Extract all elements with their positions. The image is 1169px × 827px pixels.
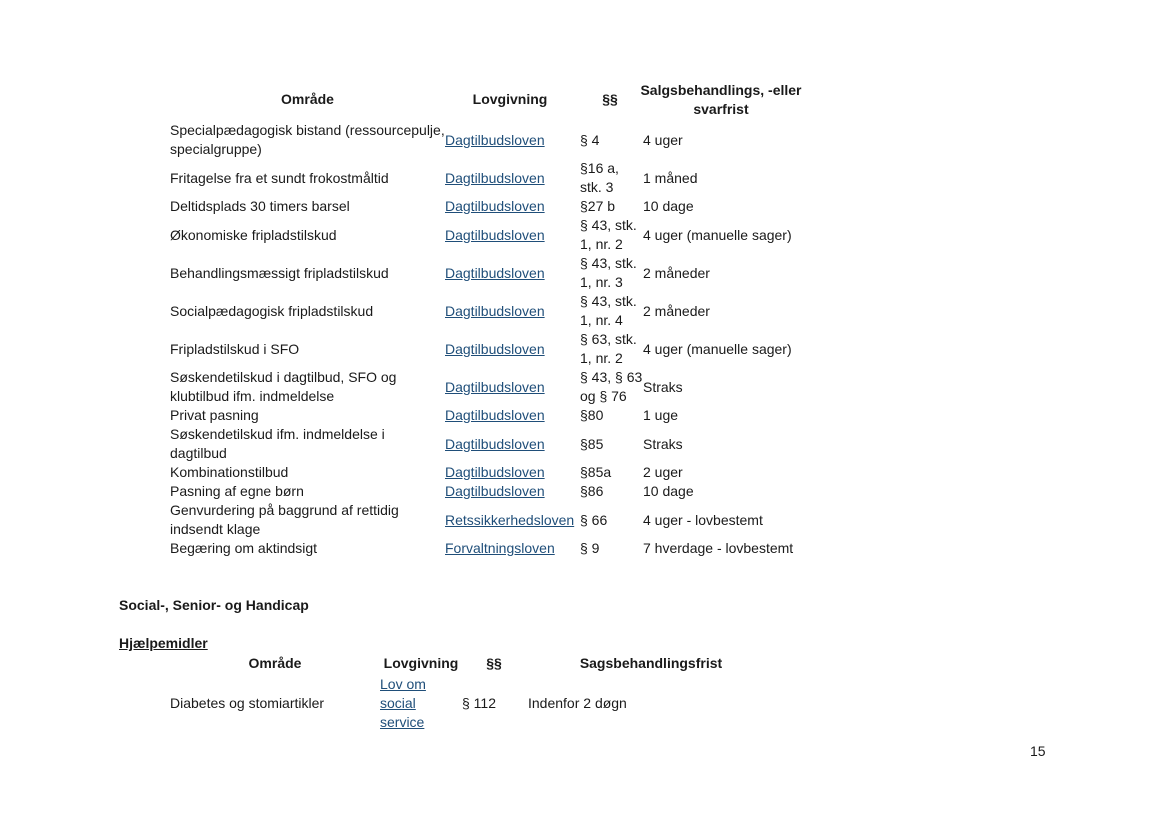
cell-lovgivning [445,425,580,463]
table-row [170,330,813,368]
table1 [170,121,813,558]
cell-omraade: Fripladstilskud i SFO [170,340,300,357]
law-link[interactable]: Dagtilbudsloven [445,407,545,423]
table-row [170,254,813,292]
cell-paragraf: §80 [580,407,604,423]
cell-omraade: Økonomiske fripladstilskud [170,226,337,243]
law-link[interactable]: Dagtilbudsloven [445,464,545,480]
subsection-title: Hjælpemidler [119,635,208,651]
cell-omraade: Søskendetilskud i dagtilbud, SFO og klubtilbud ifm. indmeldelse [170,369,397,404]
table2-header-omraade: Område [248,655,302,671]
cell-frist: Straks [643,435,683,452]
table1-body [170,121,813,558]
cell-frist: 2 måneder [643,302,710,319]
cell-paragraf: § 43, § 63 og § 76 [580,369,643,404]
cell-omraade: Diabetes og stomiartikler [170,695,325,711]
cell-omraade: Behandlingsmæssigt fripladstilskud [170,264,389,281]
cell-lovgivning [445,501,580,539]
table1-header-frist: Salgsbehandlings, -eller svarfrist [640,82,802,117]
table-row [170,482,813,501]
cell-omraade: Deltidsplads 30 timers barsel [170,198,350,214]
table2-header-frist: Sagsbehandlingsfrist [579,655,723,671]
cell-frist: 4 uger (manuelle sager) [643,340,792,357]
cell-frist: Straks [643,378,683,395]
cell-paragraf: § 9 [580,540,600,556]
cell-frist: 2 måneder [643,264,710,281]
table-row [170,539,813,558]
table-row [170,501,813,539]
cell-lovgivning [445,159,580,197]
cell-lovgivning [445,482,580,501]
table-row [170,463,813,482]
law-link[interactable]: Dagtilbudsloven [445,264,545,281]
cell-lovgivning [445,216,580,254]
table-row [170,368,813,406]
table1-header-paragraf: §§ [602,91,618,107]
cell-omraade: Genvurdering på baggrund af rettidig indsendt klage [170,502,399,537]
cell-frist: 1 uge [643,407,679,423]
cell-paragraf: §85a [580,464,612,480]
law-link[interactable]: Dagtilbudsloven [445,435,545,452]
cell-paragraf: § 43, stk. 1, nr. 2 [580,217,637,252]
law-link[interactable]: Dagtilbudsloven [445,131,545,148]
cell-paragraf: § 43, stk. 1, nr. 4 [580,293,637,328]
table-row [170,675,778,732]
cell-frist: 4 uger (manuelle sager) [643,226,792,243]
law-link[interactable]: Retssikkerhedsloven [445,511,575,528]
table-row [170,159,813,197]
table-row [170,216,813,254]
table-row [170,425,813,463]
cell-omraade: Pasning af egne børn [170,483,304,499]
law-link[interactable]: Dagtilbudsloven [445,340,545,357]
table1-header-omraade: Område [281,91,334,107]
table2-header-paragraf: §§ [486,655,502,671]
cell-frist: Indenfor 2 døgn [528,695,627,711]
cell-paragraf: § 66 [580,511,608,528]
table-row [170,406,813,425]
cell-lovgivning [445,254,580,292]
law-link[interactable]: Dagtilbudsloven [445,198,545,214]
law-link[interactable]: Dagtilbudsloven [445,302,545,319]
cell-omraade: Specialpædagogisk bistand (ressourcepulje, specialgruppe) [170,122,445,157]
cell-lovgivning [445,197,580,216]
table2-body [170,675,778,732]
cell-paragraf: §86 [580,483,604,499]
cell-paragraf: § 112 [462,695,496,711]
cell-lovgivning [445,463,580,482]
cell-frist: 4 uger [643,131,683,148]
cell-paragraf: § 4 [580,131,600,148]
cell-omraade: Privat pasning [170,407,259,423]
cell-frist: 2 uger [643,464,683,480]
cell-lovgivning [445,406,580,425]
cell-omraade: Fritagelse fra et sundt frokostmåltid [170,169,389,186]
cell-omraade: Kombinationstilbud [170,464,289,480]
section-title: Social-, Senior- og Handicap [119,597,309,613]
table2 [170,675,778,732]
law-link[interactable]: Lov om social service [380,676,426,730]
cell-lovgivning [445,121,580,159]
cell-paragraf: §27 b [580,198,616,214]
cell-lovgivning [445,292,580,330]
cell-omraade: Søskendetilskud ifm. indmeldelse i dagtilbud [170,426,385,461]
law-link[interactable]: Dagtilbudsloven [445,226,545,243]
cell-paragraf: §85 [580,435,604,452]
law-link[interactable]: Dagtilbudsloven [445,169,545,186]
table2-header-lovgivning: Lovgivning [383,655,459,671]
cell-lovgivning [445,330,580,368]
table1-header-lovgivning: Lovgivning [472,91,548,107]
cell-frist: 4 uger - lovbestemt [643,511,763,528]
table-row [170,197,813,216]
cell-paragraf: §16 a, stk. 3 [580,160,619,195]
cell-omraade: Socialpædagogisk fripladstilskud [170,302,374,319]
page-number: 15 [1030,743,1046,759]
cell-paragraf: § 43, stk. 1, nr. 3 [580,255,637,290]
cell-lovgivning [445,368,580,406]
cell-frist: 1 måned [643,169,698,186]
law-link[interactable]: Dagtilbudsloven [445,483,545,499]
law-link[interactable]: Dagtilbudsloven [445,378,545,395]
cell-lovgivning [380,675,462,732]
cell-paragraf: § 63, stk. 1, nr. 2 [580,331,637,366]
cell-frist: 7 hverdage - lovbestemt [643,540,794,556]
table-row [170,121,813,159]
cell-omraade: Begæring om aktindsigt [170,540,318,556]
law-link[interactable]: Forvaltningsloven [445,540,555,556]
cell-lovgivning [445,539,580,558]
cell-frist: 10 dage [643,198,694,214]
cell-frist: 10 dage [643,483,694,499]
table-row [170,292,813,330]
